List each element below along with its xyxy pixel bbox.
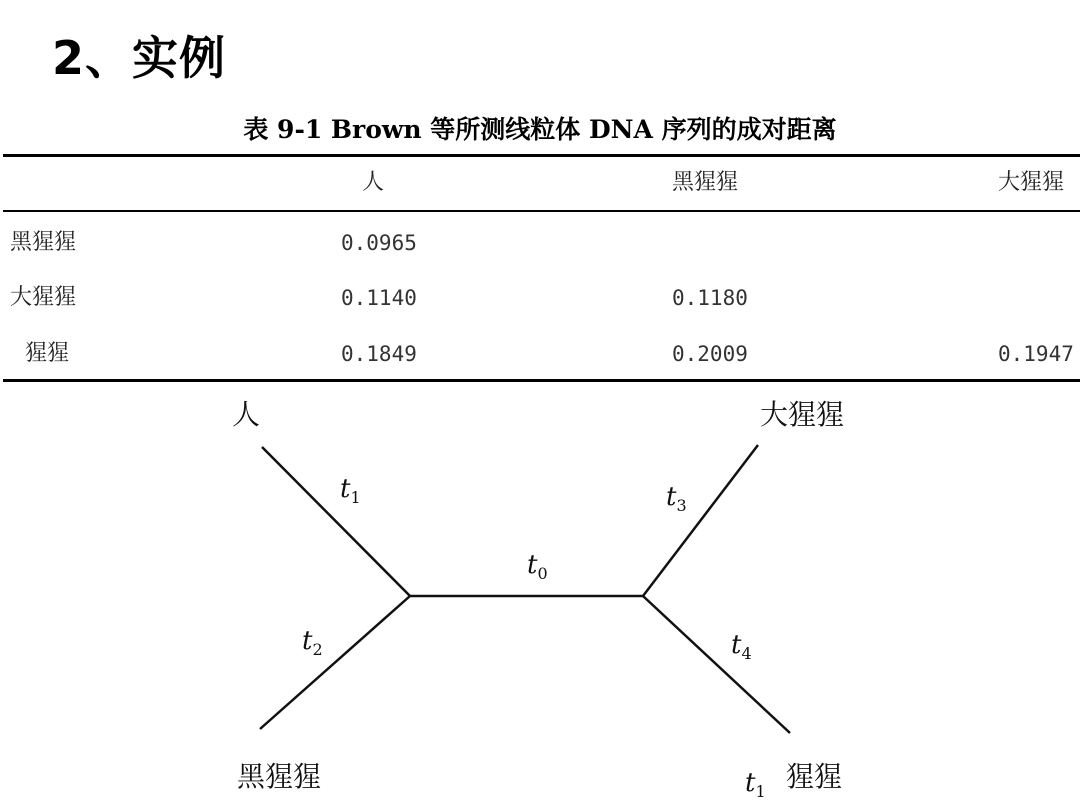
column-header-human: 人 [362,170,385,195]
branch-t3 [643,445,758,596]
branch-label-t2: $t_2$ [302,626,323,660]
table-cell: 0.1140 [341,286,417,310]
slide-title: 2、实例 [52,31,227,85]
stray-branch-label: $t_1$ [745,768,766,802]
table-cell: 0.1180 [672,286,748,310]
branch-t4 [643,596,790,733]
table-cell: 0.2009 [672,342,748,366]
row-label-chimpanzee: 黑猩猩 [10,230,77,255]
branch-t1 [262,447,410,596]
column-header-chimpanzee: 黑猩猩 [672,170,739,195]
leaf-label-chimpanzee: 黑猩猩 [237,760,322,793]
row-label-gorilla: 大猩猩 [10,285,77,310]
branch-label-t3: $t_3$ [666,482,687,516]
branch-label-t4: $t_4$ [731,630,752,664]
branch-label-t0: $t_0$ [527,550,548,584]
row-label-orangutan: 猩猩 [25,341,70,366]
leaf-label-orangutan: 猩猩 [786,760,843,793]
table-cell: 0.1849 [341,342,417,366]
table-cell: 0.1947 [998,342,1074,366]
branch-label-t1: $t_1$ [340,474,361,508]
table-cell: 0.0965 [341,231,417,255]
column-header-gorilla: 大猩猩 [998,170,1065,195]
leaf-label-gorilla: 大猩猩 [760,398,845,431]
branch-t2 [260,596,410,729]
table-caption: 表 9-1 Brown 等所测线粒体 DNA 序列的成对距离 [243,115,837,144]
leaf-label-human: 人 [232,398,261,431]
